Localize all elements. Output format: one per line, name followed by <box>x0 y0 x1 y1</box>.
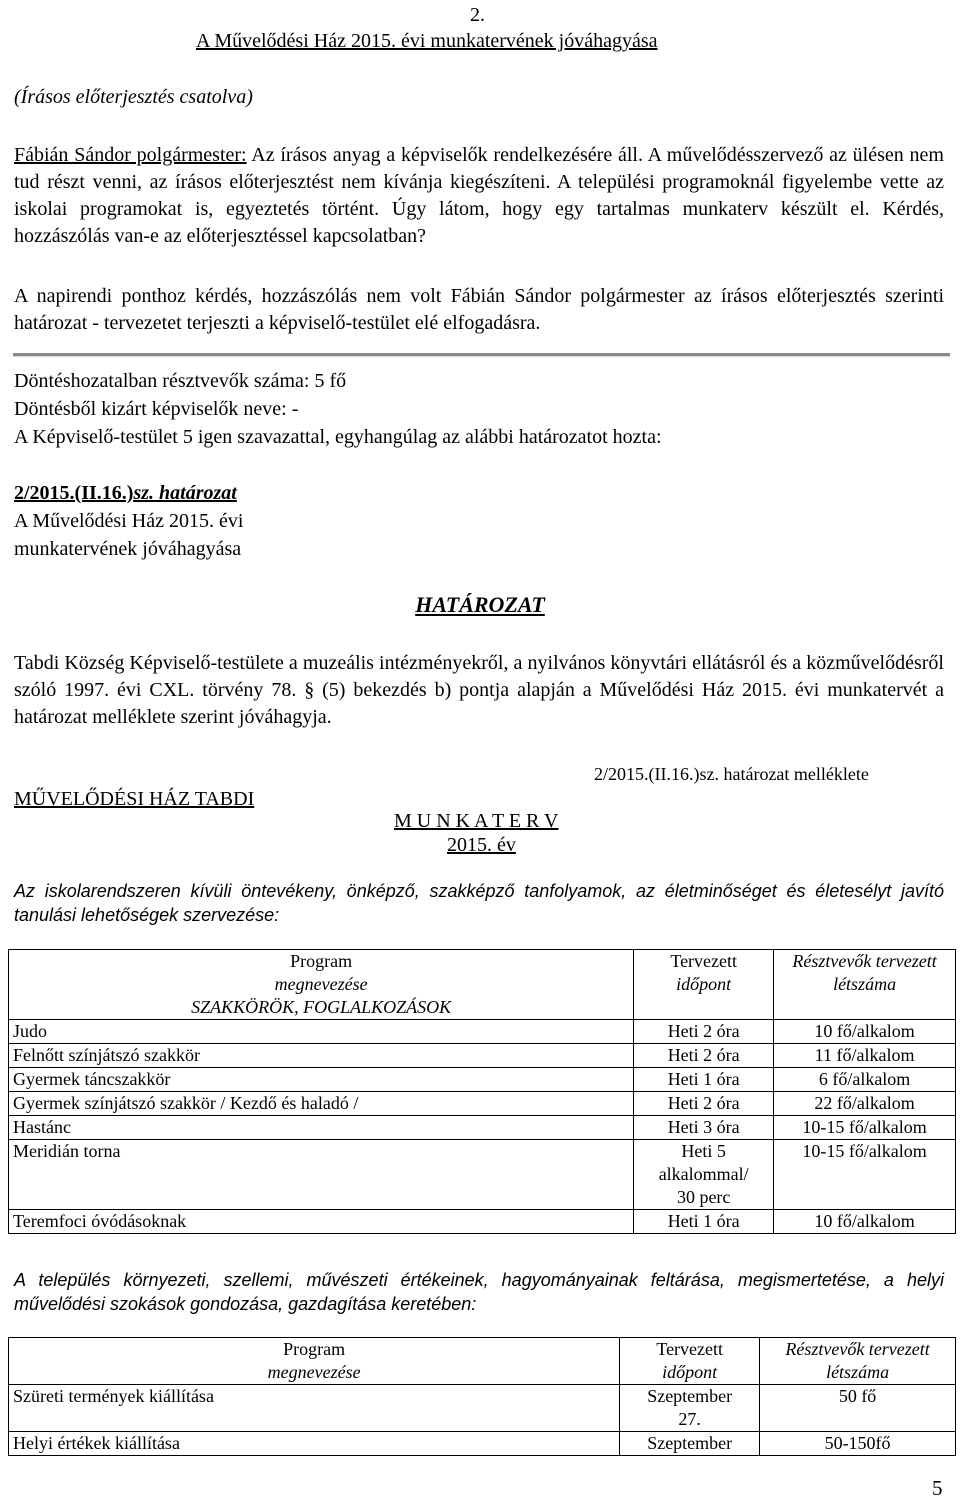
table-header-row <box>9 1338 956 1385</box>
discussion-closing: A napirendi ponthoz kérdés, hozzászólás nem volt Fábián Sándor polgármester az írásos előterjesztés szerinti határozat - tervezetet terjeszti a képviselő-testület elé elfogadásra. <box>14 285 944 334</box>
speaker-text: Az írásos anyag a képviselők rendelkezésére áll. A művelődésszervező az ülésen nem tud részt venni, az írásos előterjesztést nem kívánja kiegészíteni. A települési programoknál figyelembe vette az iskolai programokat is, egyeztetés történt. Úgy látom, hogy egy tartalmas munkaterv készült el. Kérdés, hozzászólás van-e az előterjesztéssel kapcsolatban? <box>14 144 944 247</box>
section2-heading: A település környezeti, szellemi, művészeti értékeinek, hagyományainak feltárása, megismertetése, a helyi művelődési szokások gondozása, gazdagítása keretében: <box>14 1270 944 1314</box>
table-row: Meridián torna Heti 5 alkalommal/ 30 perc 10-15 fő/alkalom <box>9 1140 956 1210</box>
annex-org: MŰVELŐDÉSI HÁZ TABDI <box>14 788 255 810</box>
programs-table-1 <box>8 949 956 1234</box>
header-program: Program megnevezése <box>9 1338 620 1385</box>
annex-year: 2015. év <box>447 834 516 856</box>
vote-excluded: Döntésből kizárt képviselők neve: - <box>14 398 299 420</box>
annex-title: M U N K A T E R V <box>394 810 559 832</box>
table-row: Judo Heti 2 óra 10 fő/alkalom <box>9 1020 956 1044</box>
table-row: Helyi értékek kiállítása Szeptember 50-150fő <box>9 1432 956 1456</box>
header-time: Tervezett időpont <box>620 1338 760 1385</box>
table-row: Gyermek táncszakkör Heti 1 óra 6 fő/alkalom <box>9 1068 956 1092</box>
resolution-body: Tabdi Község Képviselő-testülete a muzeális intézményekről, a nyilvános könyvtári ellátásról és a közművelődésről szóló 1997. évi CXL. törvény 78. § (5) bekezdés b) pontja alapján a Művelődési Ház 2015. évi munkatervét a határozat melléklete szerint jóváhagyja. <box>14 652 944 728</box>
table-row: Szüreti termények kiállítása Szeptember 27. 50 fő <box>9 1385 956 1432</box>
resolution-subject-line1: A Művelődési Ház 2015. évi <box>14 510 244 532</box>
programs-table-2 <box>8 1337 956 1456</box>
resolution-number: 2/2015.(II.16.)sz. határozat <box>14 482 237 504</box>
header-time: Tervezett időpont <box>634 950 774 1020</box>
agenda-title: A Művelődési Ház 2015. évi munkatervének jóváhagyása <box>196 30 658 52</box>
table-row: Teremfoci óvódásoknak Heti 1 óra 10 fő/alkalom <box>9 1210 956 1234</box>
table-row: Felnőtt színjátszó szakkör Heti 2 óra 11 fő/alkalom <box>9 1044 956 1068</box>
resolution-heading: HATÁROZAT <box>415 592 545 617</box>
header-program: Program megnevezése SZAKKÖRÖK, FOGLALKOZÁSOK <box>9 950 634 1020</box>
header-count: Résztvevők tervezett létszáma <box>774 950 956 1020</box>
table-row: Hastánc Heti 3 óra 10-15 fő/alkalom <box>9 1116 956 1140</box>
header-count: Résztvevők tervezett létszáma <box>760 1338 956 1385</box>
table-header-row <box>9 950 956 1020</box>
agenda-number: 2. <box>470 4 485 26</box>
vote-participants: Döntéshozatalban résztvevők száma: 5 fő <box>14 370 347 392</box>
table-row: Gyermek színjátszó szakkör / Kezdő és haladó / Heti 2 óra 22 fő/alkalom <box>9 1092 956 1116</box>
speaker-name: Fábián Sándor polgármester: <box>14 144 247 166</box>
attached-note: (Írásos előterjesztés csatolva) <box>14 86 253 108</box>
section1-heading: Az iskolarendszeren kívüli öntevékeny, önképző, szakképző tanfolyamok, az életminőséget és életesélyt javító tanulási lehetőségek szervezése: <box>14 881 944 925</box>
page-number: 5 <box>932 1476 943 1500</box>
vote-result: A Képviselő-testület 5 igen szavazattal, egyhangúlag az alábbi határozatot hozta: <box>14 426 662 448</box>
resolution-subject-line2: munkatervének jóváhagyása <box>14 538 242 560</box>
annex-ref: 2/2015.(II.16.)sz. határozat melléklete <box>594 764 869 784</box>
separator-line <box>13 353 950 357</box>
discussion-paragraph <box>14 142 944 250</box>
